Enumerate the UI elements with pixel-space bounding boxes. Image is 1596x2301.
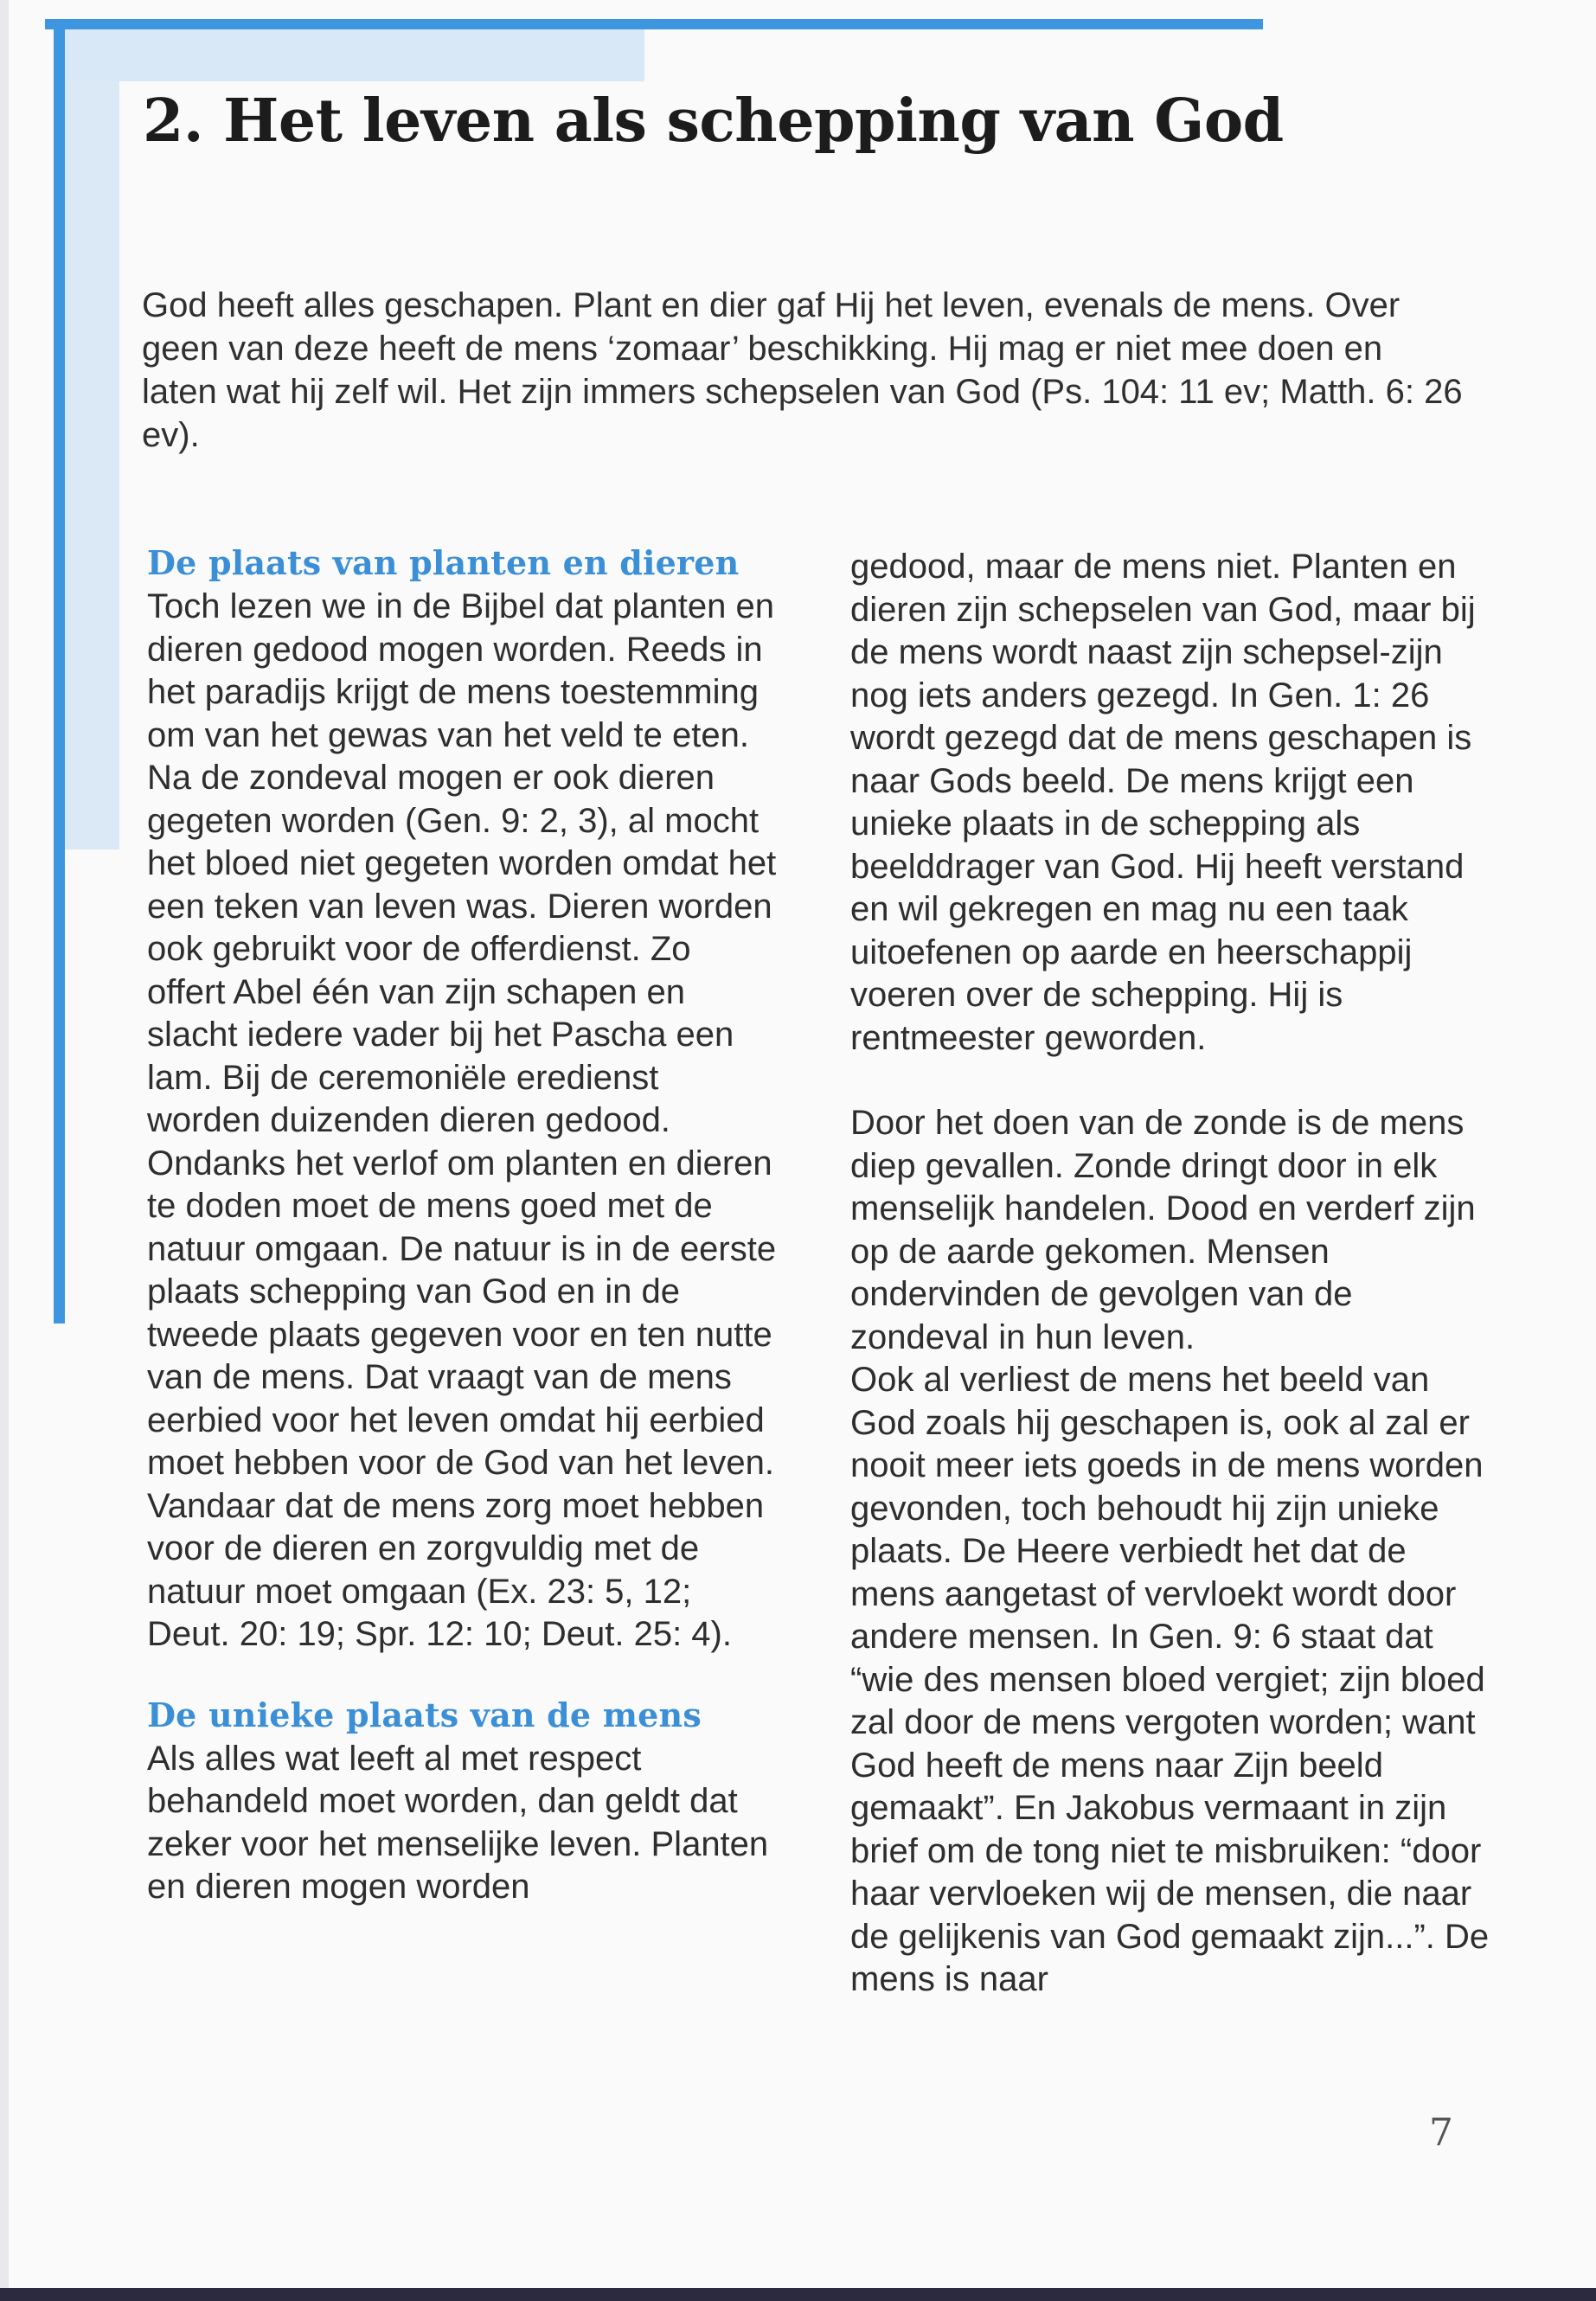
- right-column: [850, 546, 1490, 2002]
- section-heading-unique-place: De unieke plaats van de mens: [147, 1695, 702, 1734]
- body-paragraph: Ondanks het verlof om planten en dieren te doden moet de mens goed met de natuur omgaan. De natuur is in de eerste plaats schepping van God en in de tweede plaats gegeven voor en ten nutte van de mens. Dat vraagt van de mens eerbied voor het leven omdat hij eerbied moet hebben voor de God van het leven. Vandaar dat de mens zorg moet hebben voor de dieren en zorgvuldig met de natuur moet omgaan (Ex. 23: 5, 12; Deut. 20: 19; Spr. 12: 10; Deut. 25: 4).: [147, 1144, 777, 1653]
- left-column: [147, 541, 779, 1909]
- body-paragraph: gedood, maar de mens niet. Planten en dieren zijn schepselen van God, maar bij de mens wordt naast zijn schepsel-zijn nog iets anders gezegd. In Gen. 1: 26 wordt gezegd dat de mens geschapen is naar Gods beeld. De mens krijgt een unieke plaats in de schepping als beelddrager van God. Hij heeft verstand en wil gekregen en mag nu een taak uitoefenen op aarde en heerschappij voeren over de schepping. Hij is rentmeester geworden.: [850, 548, 1476, 1057]
- body-paragraph: Ook al verliest de mens het beeld van God zoals hij geschapen is, ook al zal er nooit meer iets goeds in de mens worden gevonden, toch behoudt hij zijn unieke plaats. De Heere verbiedt het dat de mens aangetast of vervloekt wordt door andere mensen. In Gen. 9: 6 staat dat “wie des mensen bloed vergiet; zijn bloed zal door de mens vergoten worden; want God heeft de mens naar Zijn beeld gemaakt”. En Jakobus vermaant in zijn brief om de tong niet te misbruiken: “door haar vervloeken wij de mensen, die naar de gelijkenis van God gemaakt zijn...”. De mens is naar: [850, 1361, 1490, 1998]
- page-number: 7: [1429, 2111, 1453, 2155]
- bottom-edge-band: [0, 2288, 1596, 2301]
- section-heading-plants-animals: De plaats van planten en dieren: [147, 543, 740, 582]
- accent-tint-left: [65, 81, 119, 849]
- body-paragraph: Toch lezen we in de Bijbel dat planten en dieren gedood mogen worden. Reeds in het paradijs krijgt de mens toestemming om van het gewas van het veld te eten. Na de zondeval mogen er ook dieren gegeten worden (Gen. 9: 2, 3), al mocht het bloed niet gegeten worden omdat het een teken van leven was. Dieren worden ook gebruikt voor de offerdienst. Zo offert Abel één van zijn schapen en slacht iedere vader bij het Pascha een lam. Bij de ceremoniële eredienst worden duizenden dieren gedood.: [147, 587, 777, 1139]
- accent-bar-left: [54, 26, 65, 1324]
- page-edge-shadow: [0, 0, 9, 2301]
- accent-bar-top: [45, 19, 1263, 29]
- body-paragraph: Als alles wat leeft al met respect behandeld moet worden, dan geldt dat zeker voor het menselijke leven. Planten en dieren mogen worden: [147, 1739, 769, 1906]
- body-paragraph: Door het doen van de zonde is de mens diep gevallen. Zonde dringt door in elk menselijk handelen. Dood en verderf zijn op de aarde gekomen. Mensen ondervinden de gevolgen van de zondeval in hun leven.: [850, 1104, 1476, 1356]
- accent-tint-top: [65, 29, 644, 81]
- intro-paragraph: God heeft alles geschapen. Plant en dier gaf Hij het leven, evenals de mens. Over geen van deze heeft de mens ‘zomaar’ beschikking. Hij mag er niet mee doen en laten wat hij zelf wil. Het zijn immers schepselen van God (Ps. 104: 11 ev; Matth. 6: 26 ev).: [142, 286, 1463, 454]
- page-title: 2. Het leven als schepping van God: [143, 87, 1284, 156]
